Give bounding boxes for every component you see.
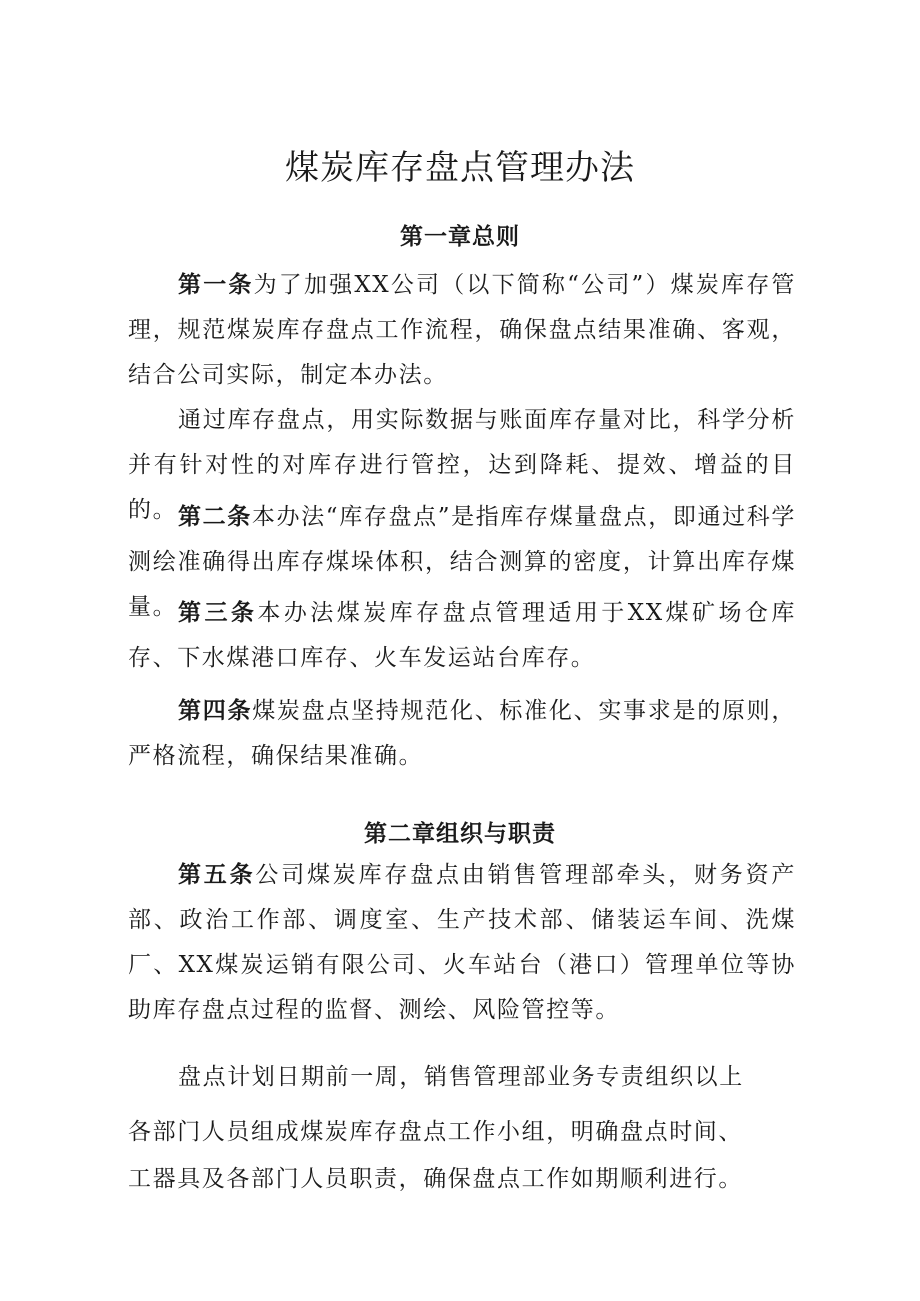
paragraph-line-3: 工器具及各部门人员职责，确保盘点工作如期顺利进行。 [128,1166,743,1192]
article-4-label: 第四条 [178,697,253,724]
article-3-label: 第三条 [178,599,258,626]
article-1-para-2: 通过库存盘点，用实际数据与账面库存量对比，科学分析并有针对性的对库存进行管控，达到降耗、提效、增益的目的。 [128,407,796,523]
paragraph-line-2: 各部门人员组成煤炭库存盘点工作小组，明确盘点时间、 [128,1119,743,1145]
article-3 [128,590,796,681]
document-title: 煤炭库存盘点管理办法 [285,148,635,188]
chapter-1-heading: 第一章总则 [400,223,520,250]
article-5 [128,852,796,1033]
article-1-text: 为了加强XX公司（以下简称“公司”）煤炭库存管理，规范煤炭库存盘点工作流程，确保盘点结果准确、客观，结合公司实际，制定本办法。 [128,272,796,388]
chapter-2-heading: 第二章组织与职责 [364,820,556,847]
article-1-label: 第一条 [178,271,254,298]
article-5-label: 第五条 [178,861,256,888]
article-4 [128,688,796,779]
paragraph-line-1: 盘点计划日期前一周，销售管理部业务专责组织以上 [178,1064,744,1090]
article-2-label: 第二条 [178,503,252,530]
article-1 [128,262,796,398]
article-2-text: 本办法“库存盘点”是指库存煤量盘点，即通过科学测绘准确得出库存煤垛体积，结合测算的密度，计算出库存煤量。 [128,504,796,620]
article-4-text: 煤炭盘点坚持规范化、标准化、实事求是的原则，严格流程，确保结果准确。 [128,698,796,769]
article-5-text: 公司煤炭库存盘点由销售管理部牵头，财务资产部、政治工作部、调度室、生产技术部、储装运车间、洗煤厂、XX煤炭运销有限公司、火车站台（港口）管理单位等协助库存盘点过程的监督、测绘、风险管控等。 [128,862,796,1023]
article-3-text: 本办法煤炭库存盘点管理适用于XX煤矿场仓库存、下水煤港口库存、火车发运站台库存。 [128,600,796,671]
